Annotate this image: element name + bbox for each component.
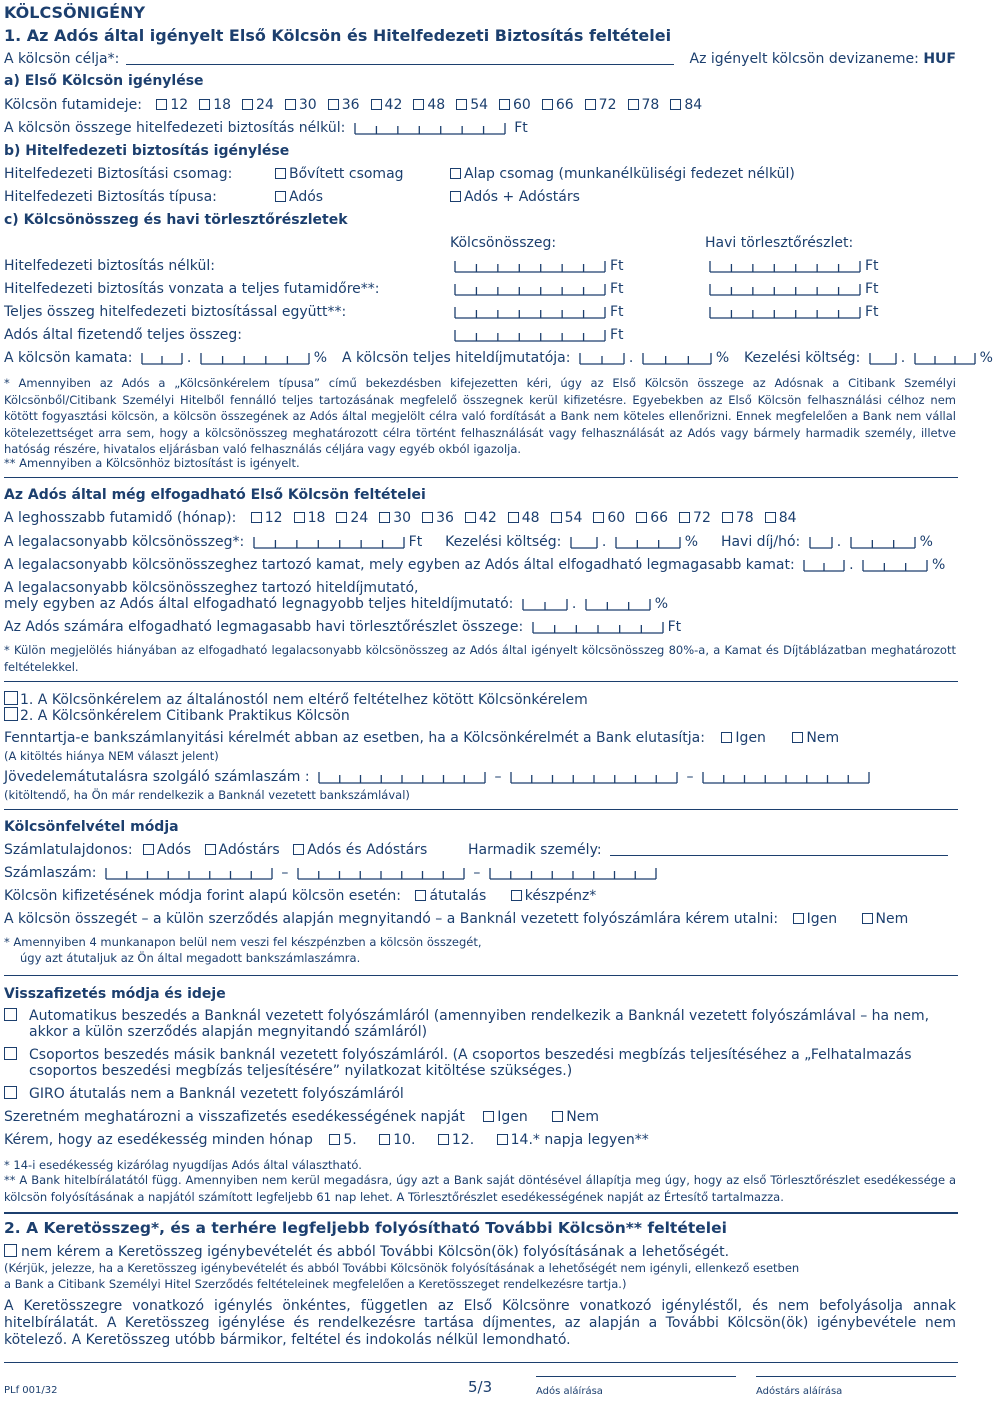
monthly-cell[interactable] [705,304,879,321]
term-54-checkbox[interactable] [456,99,467,110]
package-label: Hitelfedezeti Biztosítási csomag: [4,166,233,182]
payout-transfer-label: átutalás [429,888,487,904]
divider [4,681,958,682]
term-54-label: 54 [564,510,583,526]
term-42-checkbox[interactable] [371,99,382,110]
min-fee-label: Kezelési költség: [445,534,562,550]
table-row-label: Teljes összeg hitelfedezeti biztosítással együtt**: [4,304,347,320]
dot: . [836,534,842,550]
package-extended[interactable] [275,166,404,183]
max-rate-row [4,557,945,574]
day-10-label: 10. [393,1132,416,1148]
amount-input[interactable] [453,260,607,273]
repay-option-1-label: Automatikus beszedés a Banknál vezetett folyószámláról (amennyiben rendelkezik a Banknál vezetett folyószámlával – ha nem, [29,1008,930,1024]
request-type-1-checkbox[interactable] [4,691,18,705]
pct: % [919,534,933,550]
max-monthly-field[interactable] [531,621,665,634]
max-monthly-row [4,619,681,636]
section-4-note-2: úgy azt átutaljuk az Ön által megadott bankszámlaszámra. [20,951,361,965]
payout-row [4,888,596,905]
max-rate-int[interactable] [802,559,846,572]
transfer-label: A kölcsön összegét – a külön szerződés alapján megnyitandó – a Banknál vezetett folyószámlára kérem utalni: [4,911,779,927]
term-48-label: 48 [427,97,446,113]
repay-option-2-cont: csoportos beszedési megbízás teljesítésére” nyilatkozat kitöltése szükséges.) [29,1063,573,1079]
repay-option-2-checkbox[interactable] [4,1047,17,1060]
term-label: Kölcsön futamideje: [4,97,142,113]
package-basic-checkbox[interactable] [450,168,461,179]
pct: % [313,350,328,366]
payout-cash-checkbox[interactable] [511,890,522,901]
term-72-label: 72 [598,97,617,113]
rate-label: A kölcsön kamata: [4,350,133,366]
section-5-note-2: ** A Bank hitelbírálatától függ. Amennyiben nem kerül megadásra, úgy azt a Bank saját döntésével állapítja meg úgy, hogy az első Törlesztőrészlet esedékessége a kölcsön folyósításának a napjától számított legfeljebb 61 nap lehet. A Törlesztőrészlet esedékességének napját az Értesítő tartalmazza. [4,1173,956,1204]
max-apr-int[interactable] [521,598,569,611]
due-no-label: Nem [566,1109,599,1125]
type-label: Hitelfedezeti Biztosítás típusa: [4,189,217,205]
term-84-label: 84 [684,97,703,113]
day-12-checkbox[interactable] [438,1134,449,1145]
term-30-checkbox[interactable] [379,512,390,523]
holder-codebtor-label: Adóstárs [218,842,280,858]
dash: – [473,865,481,881]
monthly-fee-int[interactable] [808,536,834,549]
ft-label: Ft [610,281,624,297]
term-24-checkbox[interactable] [336,512,347,523]
term-18-checkbox[interactable] [199,99,210,110]
due-row [4,1109,599,1126]
package-basic[interactable] [450,166,795,183]
monthly-cell[interactable] [705,281,879,298]
term-options [146,97,702,113]
pct: % [979,350,993,366]
max-term-row [4,510,797,527]
repay-option-1-checkbox[interactable] [4,1008,17,1021]
payout-transfer-checkbox[interactable] [415,890,426,901]
section-5-note-1: * 14-i esedékesség kizárólag nyugdíjas Adós által választható. [4,1158,362,1172]
min-fee-int[interactable] [569,536,599,549]
holder-both-checkbox[interactable] [293,844,304,855]
ft-label: Ft [610,327,624,343]
rate-row [4,350,993,367]
max-rate-label: A legalacsonyabb kölcsönösszeghez tartozó kamat, mely egyben az Adós által elfogadható legmagasabb kamat: [4,557,795,573]
transfer-row [4,911,908,928]
holder-both-label: Adós és Adóstárs [307,842,428,858]
min-amount-row [4,534,933,551]
term-78-label: 78 [641,97,660,113]
package-row [4,166,232,183]
dot: . [628,350,634,366]
term-84-label: 84 [778,510,797,526]
term-24-label: 24 [350,510,369,526]
page-number: 5/3 [468,1378,493,1396]
term-66-label: 66 [555,97,574,113]
page-title: KÖLCSÖNIGÉNY [4,3,146,22]
term-78-label: 78 [735,510,754,526]
table-row-label: Adós által fizetendő teljes összeg: [4,327,243,343]
term-84-checkbox[interactable] [670,99,681,110]
dot: . [571,596,577,612]
third-party-label: Harmadik személy: [468,842,602,858]
fee-label: Kezelési költség: [744,350,861,366]
day-suffix: * napja legyen** [532,1132,649,1148]
term-42-checkbox[interactable] [465,512,476,523]
term-72-label: 72 [693,510,711,526]
subsection-b-title: b) Hitelfedezeti biztosítás igénylése [4,143,290,159]
debtor-signature-label: Adós aláírása [536,1386,603,1397]
divider [4,975,958,976]
section-6-title: 2. A Keretösszeg*, és a terhére legfeljebb folyósítható További Kölcsön** feltételei [4,1219,727,1237]
dot: . [186,350,192,366]
term-36-label: 36 [341,97,360,113]
purpose-label: A kölcsön célja*: [4,51,120,67]
amount-input[interactable] [453,283,607,296]
day-14-checkbox[interactable] [497,1134,508,1145]
account-row [4,865,661,882]
type-both[interactable] [450,189,580,206]
due-yes-label: Igen [497,1109,528,1125]
term-72-checkbox[interactable] [679,512,690,523]
amount-cell[interactable] [450,281,624,298]
pct: % [715,350,730,366]
table-row-label: Hitelfedezeti biztosítás vonzata a teljes futamidőre**: [4,281,380,297]
monthly-cell[interactable] [705,258,879,275]
currency-row [690,51,956,68]
amount-cell[interactable] [450,304,624,321]
amount-ft: Ft [514,120,528,136]
term-12-checkbox[interactable] [156,99,167,110]
maintain-no-checkbox[interactable] [792,732,803,743]
repay-option-3-checkbox[interactable] [4,1086,17,1099]
holder-codebtor-checkbox[interactable] [205,844,216,855]
monthly-fee-dec[interactable] [849,536,917,549]
term-30-checkbox[interactable] [285,99,296,110]
type-row [4,189,217,206]
term-30-label: 30 [298,97,317,113]
income-account-label: Jövedelemátutalásra szolgáló számlaszám : [4,769,310,785]
term-54-checkbox[interactable] [551,512,562,523]
ft-label: Ft [865,258,879,274]
term-36-checkbox[interactable] [328,99,339,110]
account-part-2[interactable] [296,867,466,880]
term-24-checkbox[interactable] [242,99,253,110]
term-60-label: 60 [607,510,626,526]
package-basic-label: Alap csomag (munkanélküliségi fedezet nélkül) [464,166,795,182]
apr-line-2: mely egyben az Adós által elfogadható legnagyobb teljes hiteldíjmutató: [4,596,514,612]
section-2-note: * Külön megjelölés hiányában az elfogadható legalacsonyabb kölcsönösszeg az Adós által igényelt kölcsönösszeg 80%-a, a Kamat és Díjtáblázatban meghatározott feltételekkel. [4,643,956,674]
term-30-label: 30 [393,510,412,526]
table-row-label: Hitelfedezeti biztosítás nélkül: [4,258,215,274]
term-42-label: 42 [478,510,497,526]
min-amount-field[interactable] [252,536,406,549]
frame-note-1: (Kérjük, jelezze, ha a Keretösszeg igénybevételét és abból További Kölcsönök folyósításának a lehetőségét nem igényli, ellenkező esetben [4,1261,800,1275]
dash: – [686,769,694,785]
payout-cash-label: készpénz* [524,888,597,904]
term-72-checkbox[interactable] [585,99,596,110]
term-36-checkbox[interactable] [422,512,433,523]
account-part-1[interactable] [104,867,274,880]
holder-label: Számlatulajdonos: [4,842,133,858]
term-row [4,97,702,114]
frame-optout[interactable] [4,1244,729,1261]
rate-dec[interactable] [199,352,311,365]
dash: – [494,769,502,785]
subsection-a-title: a) Első Kölcsön igénylése [4,73,204,89]
request-type-2-checkbox[interactable] [4,707,18,721]
day-10-checkbox[interactable] [379,1134,390,1145]
package-extended-label: Bővített csomag [289,166,404,182]
codebtor-signature-line[interactable] [756,1376,956,1377]
dot: . [900,350,906,366]
codebtor-signature-label: Adóstárs aláírása [756,1386,843,1397]
frame-paragraph: A Keretösszegre vonatkozó igénylés önkéntes, független az Első Kölcsönre vonatkozó igényléstől, és nem befolyásolja annak hitelbírálatát. A Keretösszeg igénylése és rendelkezésre tartása díjmentes, az alapján a További Kölcsön(ök) igénybevétele nem kötelező. A Keretösszeg utóbb bármikor, feltétel és indokolás nélkül lemondható. [4,1298,956,1348]
max-apr-dec[interactable] [584,598,652,611]
term-60-checkbox[interactable] [499,99,510,110]
currency-label: Az igényelt kölcsön devizaneme: [689,51,919,67]
currency-value: HUF [923,51,956,67]
transfer-yes-label: Igen [806,911,838,927]
amount-input[interactable] [453,306,607,319]
section-1-note-2: ** Amennyiben a Kölcsönhöz biztosítást is igényelt. [4,456,300,470]
dash: – [281,865,289,881]
term-12-checkbox[interactable] [251,512,262,523]
fee-int[interactable] [868,352,898,365]
term-60-label: 60 [513,97,531,113]
request-type-2-label: 2. A Kölcsönkérelem Citibank Praktikus Kölcsön [20,708,350,724]
term-66-label: 66 [650,510,669,526]
purpose-row [4,51,674,68]
pct: % [684,534,699,550]
divider [4,477,958,478]
repay-option-3[interactable] [4,1086,404,1103]
repay-option-1[interactable] [4,1008,929,1025]
maintain-label: Fenntartja-e bankszámlanyitási kérelmét abban az esetben, ha a Kölcsönkérelmét a Bank elutasítja: [4,730,705,746]
monthly-input[interactable] [708,306,862,319]
maintain-yes-label: Igen [735,730,766,746]
income-account-note: (kitöltendő, ha Ön már rendelkezik a Banknál vezetett bankszámlával) [4,788,410,802]
monthly-fee-label: Havi díj/hó: [720,534,801,550]
section-2-title: Az Adós által még elfogadható Első Kölcsön feltételei [4,487,426,503]
term-24-label: 24 [256,97,274,113]
maintain-yes-checkbox[interactable] [721,732,732,743]
term-66-checkbox[interactable] [636,512,647,523]
income-account-part-3[interactable] [701,771,871,784]
term-36-label: 36 [436,510,454,526]
transfer-no-checkbox[interactable] [862,913,873,924]
term-48-checkbox[interactable] [413,99,424,110]
due-yes-checkbox[interactable] [483,1111,494,1122]
ft-label: Ft [865,304,879,320]
monthly-input[interactable] [708,260,862,273]
repay-option-2-label: Csoportos beszedés másik banknál vezetett folyószámláról. (A csoportos beszedési megbízás teljesítéséhez a „Felhatalmazás [29,1047,912,1063]
amount-label: A kölcsön összege hitelfedezeti biztosítás nélkül: [4,120,346,136]
third-party-field[interactable] [610,855,948,856]
holder-debtor-checkbox[interactable] [143,844,154,855]
term-78-checkbox[interactable] [628,99,639,110]
dot: . [601,534,607,550]
payout-label: Kölcsön kifizetésének módja forint alapú kölcsön esetén: [4,888,402,904]
holder-debtor-label: Adós [157,842,192,858]
amount-field[interactable] [353,122,507,135]
purpose-field[interactable] [126,64,674,65]
max-term-options [241,510,797,526]
form-code: PLf 001/32 [4,1385,58,1396]
repay-option-3-label: GIRO átutalás nem a Banknál vezetett folyószámláról [29,1086,404,1102]
third-party-row [468,842,948,859]
term-54-label: 54 [470,97,489,113]
day-12-label: 12. [451,1132,475,1148]
rate-int[interactable] [140,352,184,365]
term-60-checkbox[interactable] [593,512,604,523]
repay-option-1-cont: akkor a külön szerződés alapján megnyitandó számláról) [29,1024,428,1040]
term-48-label: 48 [521,510,540,526]
debtor-signature-line[interactable] [536,1376,736,1377]
type-both-label: Adós + Adóstárs [464,189,580,205]
due-day-row [4,1132,649,1149]
ft-label: Ft [408,534,423,550]
income-account-row [4,769,874,786]
ft-label: Ft [865,281,879,297]
pct: % [654,596,669,612]
day-5-checkbox[interactable] [329,1134,340,1145]
type-both-checkbox[interactable] [450,191,461,202]
apr-row [4,596,668,613]
account-part-3[interactable] [488,867,658,880]
account-label: Számlaszám: [4,865,97,881]
subsection-c-title: c) Kölcsönösszeg és havi törlesztőrészletek [4,212,348,228]
term-12-label: 12 [170,97,189,113]
type-debtor-label: Adós [289,189,324,205]
term-18-label: 18 [213,97,232,113]
divider [4,1362,958,1363]
term-12-label: 12 [264,510,283,526]
term-66-checkbox[interactable] [542,99,553,110]
apr-int[interactable] [578,352,626,365]
amount-input[interactable] [453,329,607,342]
income-account-part-1[interactable] [317,771,487,784]
frame-optout-label: nem kérem a Keretösszeg igénybevételét és abból További Kölcsön(ök) folyósításának a lehetőségét. [21,1244,730,1260]
maintain-row [4,730,839,747]
apr-dec[interactable] [641,352,713,365]
type-debtor-checkbox[interactable] [275,191,286,202]
amount-cell[interactable] [450,327,624,344]
fee-dec[interactable] [913,352,977,365]
frame-optout-checkbox[interactable] [4,1244,17,1257]
monthly-input[interactable] [708,283,862,296]
package-extended-checkbox[interactable] [275,168,286,179]
request-type-1-label: 1. A Kölcsönkérelem az általánostól nem eltérő feltételhez kötött Kölcsönkérelem [20,692,588,708]
section-5-title: Visszafizetés módja és ideje [4,986,226,1002]
divider [4,1212,958,1214]
divider [4,809,958,810]
frame-note-2: a Bank a Citibank Személyi Hitel Szerződés feltételeinek megfelelően a Keretösszeget rendelkezésre tartja.) [4,1277,627,1291]
transfer-no-label: Nem [875,911,909,927]
max-term-label: A leghosszabb futamidő (hónap): [4,510,237,526]
request-type-2[interactable] [4,707,350,725]
day-5-label: 5. [343,1132,357,1148]
section-4-note-1: * Amennyiben 4 munkanapon belül nem veszi fel készpénzben a kölcsön összegét, [4,935,482,949]
transfer-yes-checkbox[interactable] [793,913,804,924]
section-4-title: Kölcsönfelvétel módja [4,819,179,835]
due-label: Szeretném meghatározni a visszafizetés esedékességének napját [4,1109,465,1125]
section-1-note-1: * Amennyiben az Adós a „Kölcsönkérelem típusa” című bekezdésben kifejezetten kéri, úgy az Első Kölcsön összege az Adósnak a Citibank Személyi Kölcsönből/Citibank Személyi Hitelből fennálló teljes tartozásának megfelelő összegnek kerül kifizetésre. Egyebekben az Első Kölcsön felhasználási célhoz nem kötött fogyasztási kölcsön, a kölcsön összegének az Adós által megjelölt célra való fordítását a Bank nem köteles ellenőrizni. Ennek megfelelően a Bank nem vállal kötelezettséget arra sem, hogy a kölcsönösszeg meghatározott célra történt felhasználását vagy felhasználását az Adós vagy bármely harmadik személy, illetve hatóság részére, hivatalos eljárásban való felhasználás céljára vagy egyéb okból igazolja. [4,376,956,456]
due-day-label: Kérem, hogy az esedékesség minden hónap [4,1132,313,1148]
maintain-note: (A kitöltés hiánya NEM választ jelent) [4,749,219,763]
ft-label: Ft [610,304,624,320]
due-no-checkbox[interactable] [552,1111,563,1122]
term-48-checkbox[interactable] [508,512,519,523]
min-fee-dec[interactable] [614,536,682,549]
max-rate-dec[interactable] [861,559,929,572]
min-amount-label: A legalacsonyabb kölcsönösszeg*: [4,534,245,550]
ft-label: Ft [667,619,682,635]
ft-label: Ft [610,258,624,274]
apr-label: A kölcsön teljes hiteldíjmutatója: [342,350,571,366]
type-debtor[interactable] [275,189,323,206]
amount-cell[interactable] [450,258,624,275]
col-amount-header: Kölcsönösszeg: [450,235,557,251]
section-1-title: 1. Az Adós által igényelt Első Kölcsön és Hitelfedezeti Biztosítás feltételei [4,26,672,45]
holder-row [4,842,427,859]
term-42-label: 42 [384,97,403,113]
income-account-part-2[interactable] [509,771,679,784]
repay-option-2[interactable] [4,1047,912,1064]
col-monthly-header: Havi törlesztőrészlet: [705,235,854,251]
day-14-label: 14. [510,1132,533,1148]
amount-row [4,120,528,137]
apr-line-1: A legalacsonyabb kölcsönösszeghez tartozó hiteldíjmutató, [4,580,419,596]
dot: . [849,557,854,573]
maintain-no-label: Nem [806,730,840,746]
term-18-label: 18 [307,510,326,526]
term-18-checkbox[interactable] [294,512,305,523]
max-monthly-label: Az Adós számára elfogadható legmagasabb havi törlesztőrészlet összege: [4,619,524,635]
pct: % [932,557,946,573]
term-84-checkbox[interactable] [765,512,776,523]
term-78-checkbox[interactable] [722,512,733,523]
